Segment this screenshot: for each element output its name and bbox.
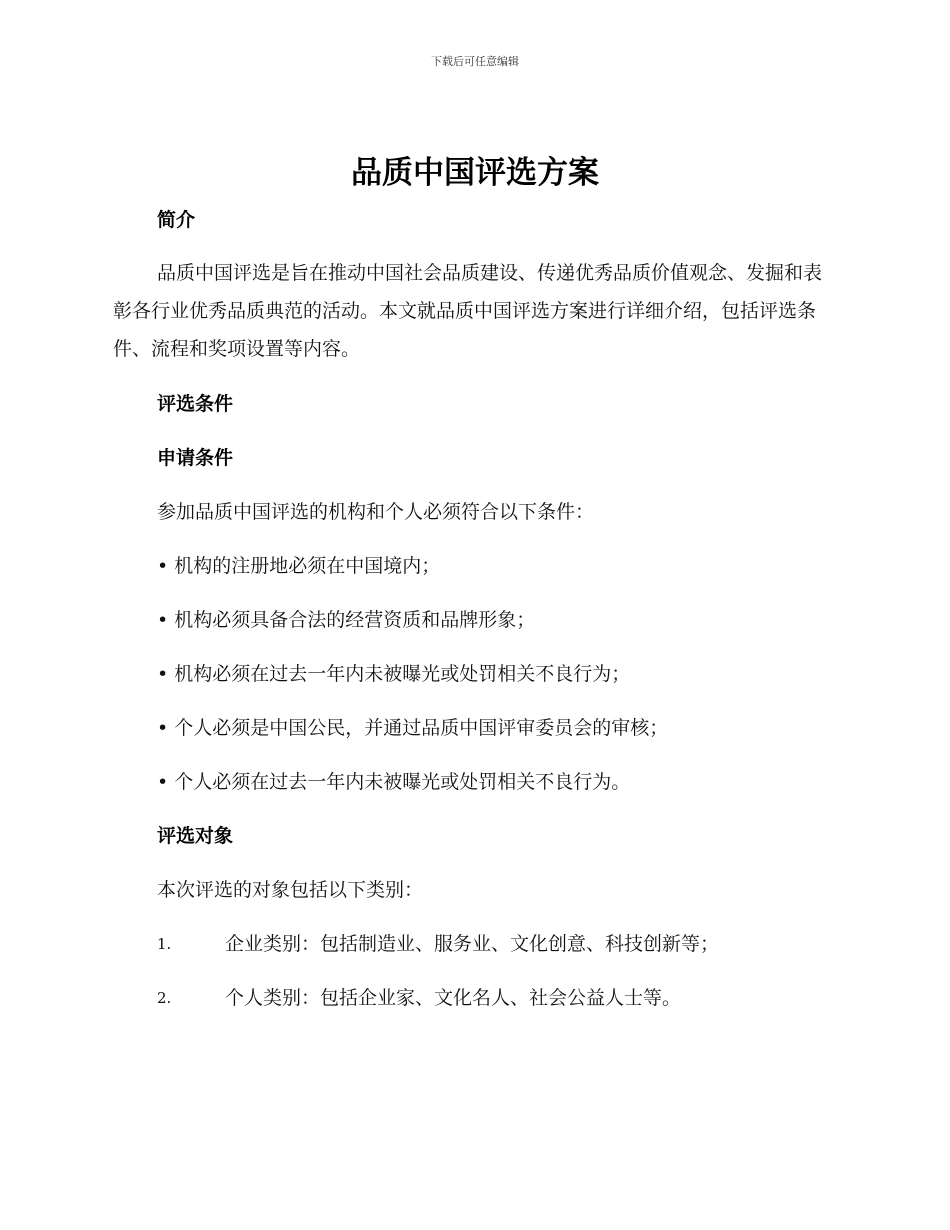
application-heading: 申请条件 — [157, 447, 234, 469]
intro-heading: 简介 — [157, 209, 196, 231]
targets-list-item — [113, 924, 837, 964]
list-item-text: 个人类别：包括企业家、文化名人、社会公益人士等。 — [225, 987, 682, 1009]
application-item: • 个人必须在过去一年内未被曝光或处罚相关不良行为。 — [157, 771, 631, 793]
application-item: • 个人必须是中国公民，并通过品质中国评审委员会的审核； — [157, 717, 669, 739]
targets-list-item — [113, 978, 837, 1018]
intro-paragraph: 品质中国评选是旨在推动中国社会品质建设、传递优秀品质价值观念、发掘和表彰各行业优秀品质典范的活动。本文就品质中国评选方案进行详细介绍，包括评选条件、流程和奖项设置等内容。 — [113, 262, 823, 360]
application-lead: 参加品质中国评选的机构和个人必须符合以下条件： — [157, 501, 595, 523]
list-number: 1. — [157, 935, 172, 953]
list-number: 2. — [157, 989, 172, 1007]
document-title: 品质中国评选方案 — [351, 155, 599, 191]
page-header-note: 下载后可任意编辑 — [431, 55, 519, 68]
application-item: • 机构必须在过去一年内未被曝光或处罚相关不良行为； — [157, 663, 631, 685]
application-item: • 机构的注册地必须在中国境内； — [157, 555, 441, 577]
document-body — [113, 200, 837, 1018]
targets-heading: 评选对象 — [157, 825, 234, 847]
application-item: • 机构必须具备合法的经营资质和品牌形象； — [157, 609, 536, 631]
criteria-heading: 评选条件 — [157, 393, 234, 415]
targets-lead: 本次评选的对象包括以下类别： — [157, 879, 424, 901]
list-item-text: 企业类别：包括制造业、服务业、文化创意、科技创新等； — [225, 933, 720, 955]
